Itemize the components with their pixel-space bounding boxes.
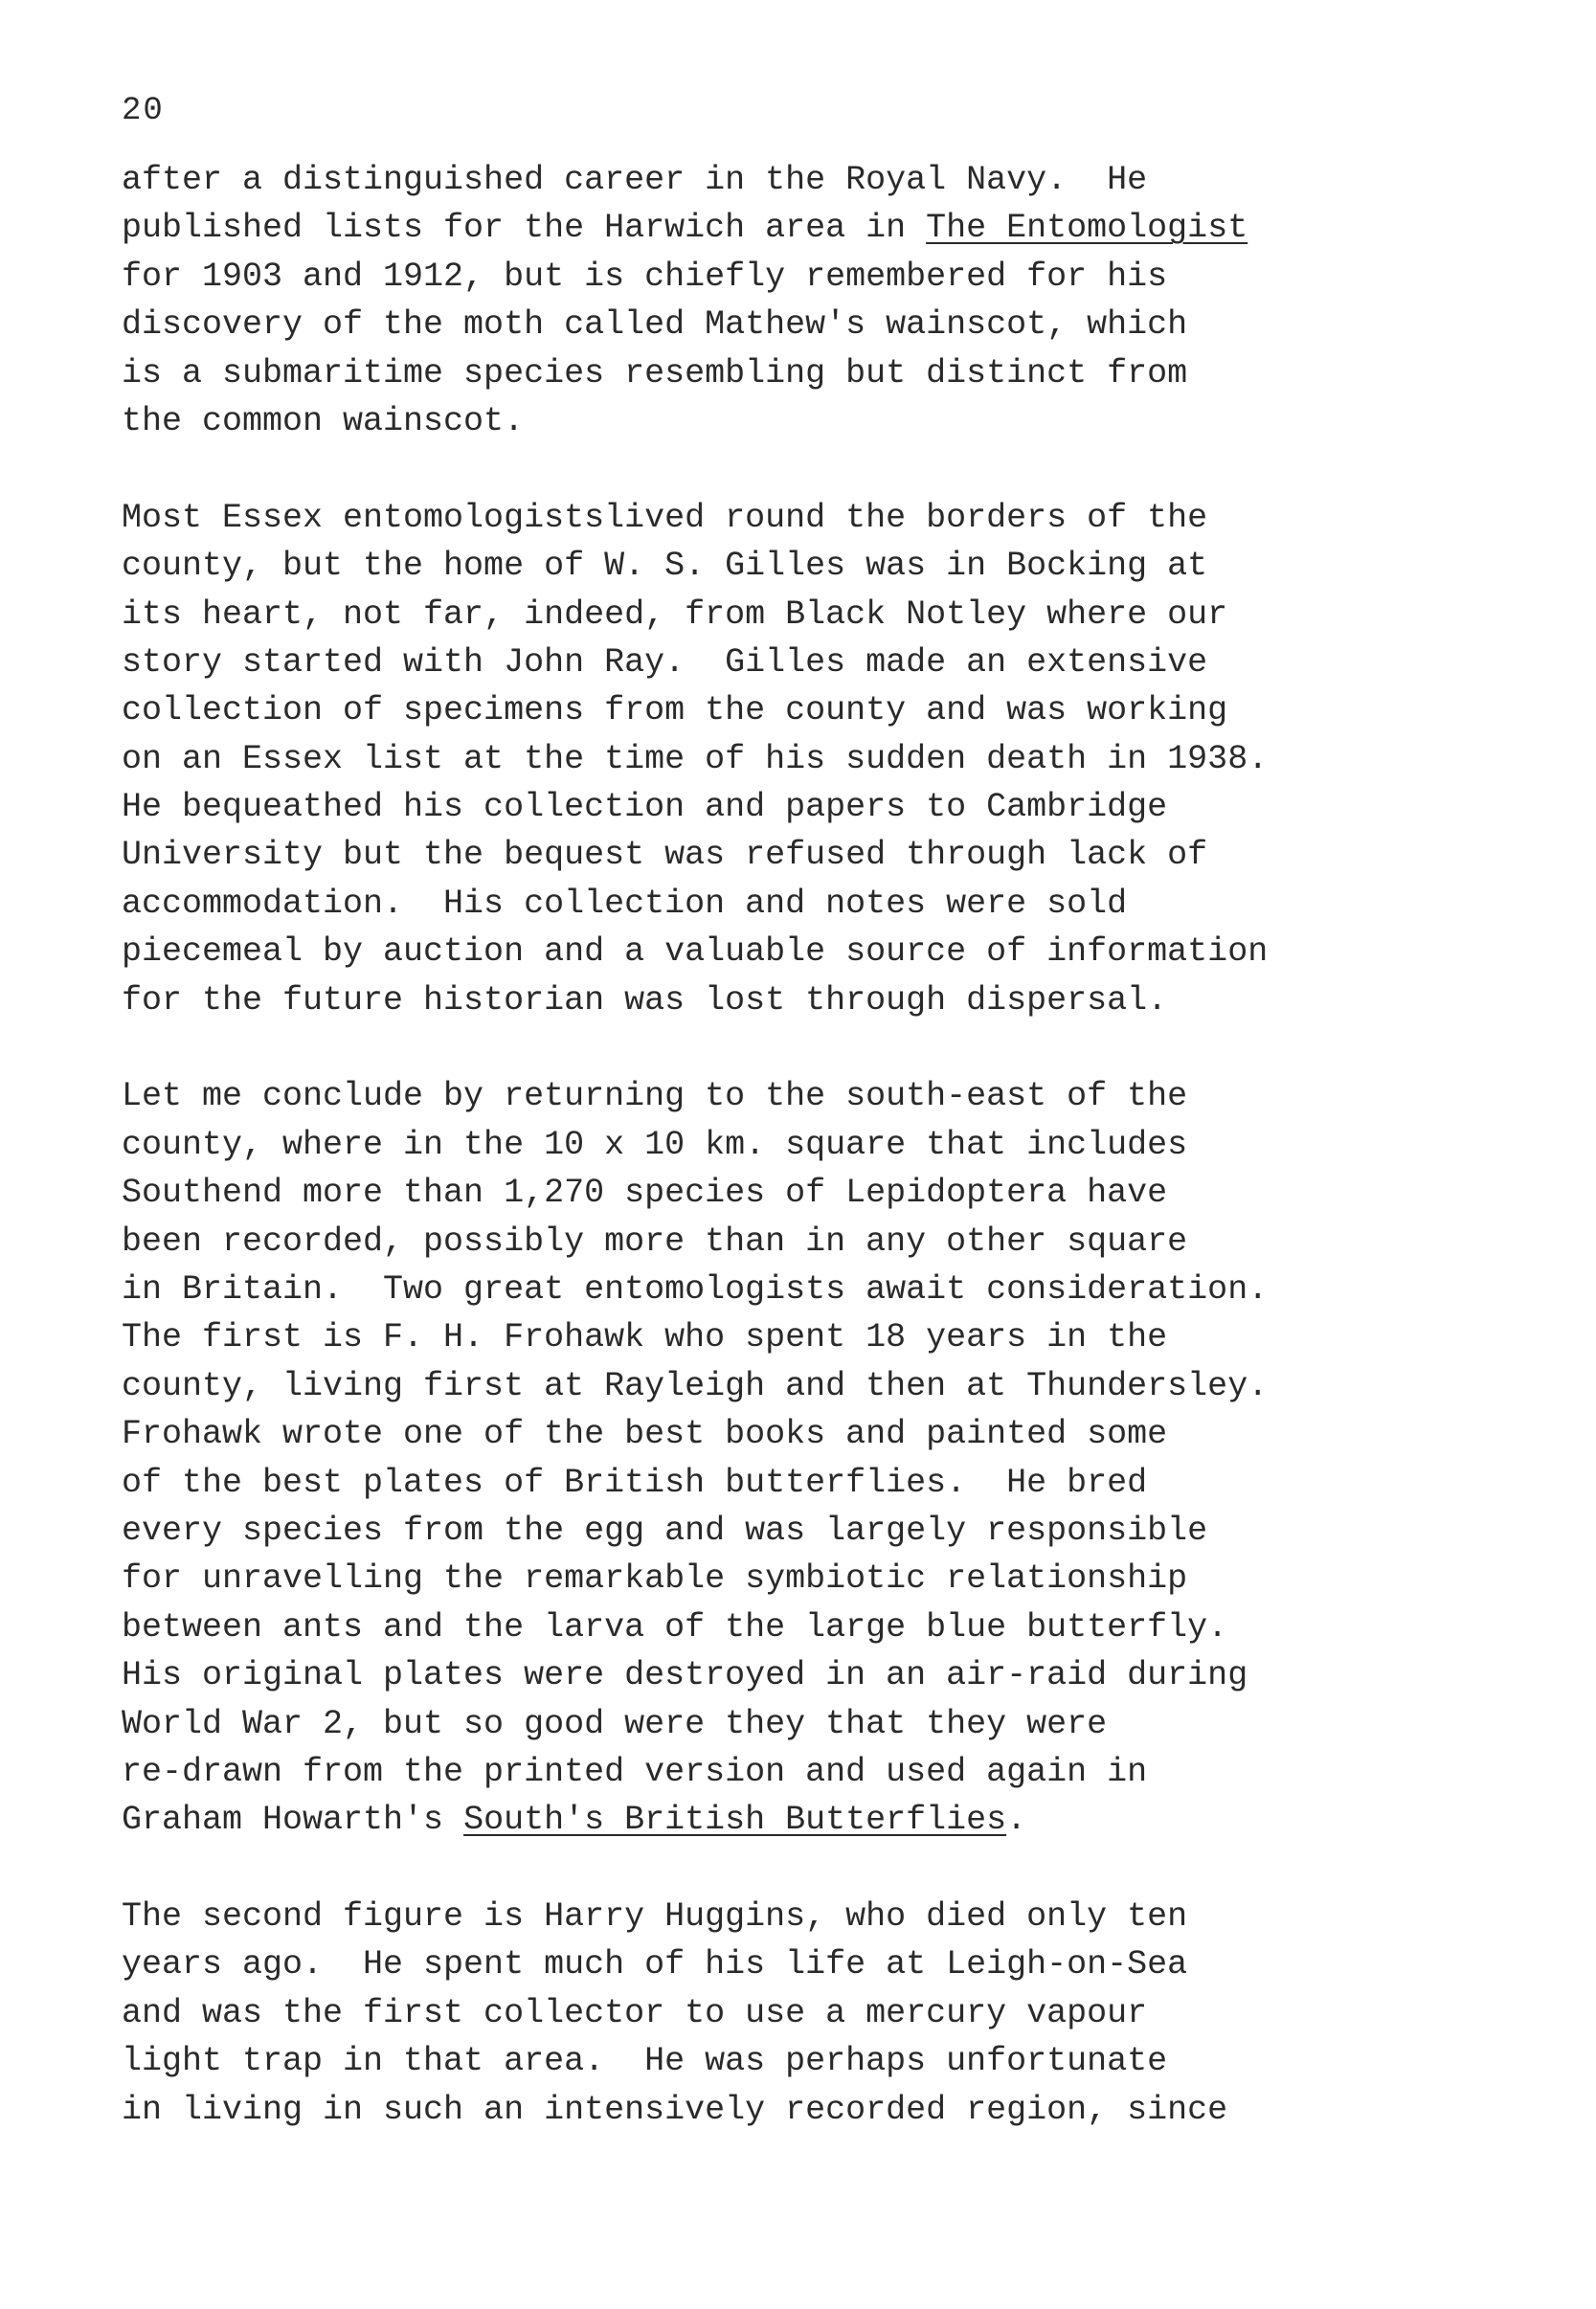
text-segment: He bequeathed his collection and papers to Cambridge bbox=[122, 788, 1168, 827]
text-segment: every species from the egg and was largely responsible bbox=[122, 1511, 1208, 1550]
text-segment: Most Essex entomologistslived round the borders of the bbox=[122, 498, 1208, 537]
text-segment: accommodation. His collection and notes were sold bbox=[122, 884, 1128, 923]
text-segment: been recorded, possibly more than in any other square bbox=[122, 1222, 1188, 1261]
underlined-title: South's British Butterflies bbox=[463, 1801, 1007, 1840]
text-segment: story started with John Ray. Gilles made an extensive bbox=[122, 642, 1208, 682]
text-segment: between ants and the larva of the large blue butterfly. bbox=[122, 1607, 1228, 1647]
text-line bbox=[122, 783, 1529, 831]
text-line bbox=[122, 1072, 1529, 1120]
text-segment: World War 2, but so good were they that they were bbox=[122, 1704, 1108, 1743]
text-segment: the common wainscot. bbox=[122, 401, 525, 440]
text-line bbox=[122, 1410, 1529, 1458]
paragraph bbox=[122, 1072, 1529, 1844]
text-segment: county, living first at Rayleigh and then at Thundersley. bbox=[122, 1366, 1269, 1405]
text-segment: piecemeal by auction and a valuable source of information bbox=[122, 932, 1269, 972]
text-line bbox=[122, 1940, 1529, 1988]
text-segment: Southend more than 1,270 species of Lepidoptera have bbox=[122, 1174, 1168, 1213]
text-line bbox=[122, 1121, 1529, 1169]
text-line bbox=[122, 2037, 1529, 2085]
text-segment: its heart, not far, indeed, from Black Notley where our bbox=[122, 594, 1228, 634]
text-segment: . bbox=[1006, 1801, 1027, 1840]
text-line bbox=[122, 1218, 1529, 1266]
text-segment: discovery of the moth called Mathew's wainscot, which bbox=[122, 305, 1188, 345]
text-line bbox=[122, 542, 1529, 590]
text-line bbox=[122, 1893, 1529, 1940]
text-segment: county, where in the 10 x 10 km. square that includes bbox=[122, 1125, 1188, 1164]
text-line bbox=[122, 1266, 1529, 1313]
text-line bbox=[122, 831, 1529, 879]
text-segment: county, but the home of W. S. Gilles was in Bocking at bbox=[122, 547, 1208, 586]
text-line bbox=[122, 1507, 1529, 1555]
text-segment: on an Essex list at the time of his sudden death in 1938. bbox=[122, 739, 1269, 778]
text-segment: in living in such an intensively recorded region, since bbox=[122, 2090, 1228, 2129]
text-line bbox=[122, 1796, 1529, 1844]
text-segment: is a submaritime species resembling but distinct from bbox=[122, 353, 1188, 392]
text-segment: re-drawn from the printed version and used again in bbox=[122, 1752, 1148, 1791]
text-segment: light trap in that area. He was perhaps unfortunate bbox=[122, 2042, 1168, 2081]
text-line bbox=[122, 1459, 1529, 1507]
text-segment: collection of specimens from the county and was working bbox=[122, 691, 1228, 730]
text-line bbox=[122, 1989, 1529, 2037]
text-line bbox=[122, 928, 1529, 975]
text-line bbox=[122, 1700, 1529, 1748]
text-line bbox=[122, 397, 1529, 445]
text-segment: of the best plates of British butterflies. He bred bbox=[122, 1463, 1148, 1502]
text-line bbox=[122, 301, 1529, 348]
text-line bbox=[122, 1748, 1529, 1796]
text-line bbox=[122, 735, 1529, 783]
text-segment: for unravelling the remarkable symbiotic relationship bbox=[122, 1559, 1188, 1599]
text-segment: The second figure is Harry Huggins, who died only ten bbox=[122, 1897, 1188, 1937]
text-segment: for 1903 and 1912, but is chiefly remembered for his bbox=[122, 257, 1168, 296]
text-line bbox=[122, 1169, 1529, 1217]
paragraph bbox=[122, 1893, 1529, 2134]
text-line bbox=[122, 204, 1529, 252]
text-line bbox=[122, 494, 1529, 542]
text-line bbox=[122, 1603, 1529, 1651]
text-segment: published lists for the Harwich area in bbox=[122, 209, 927, 248]
text-segment: His original plates were destroyed in an air-raid during bbox=[122, 1656, 1248, 1695]
text-line bbox=[122, 253, 1529, 301]
text-segment: University but the bequest was refused through lack of bbox=[122, 836, 1208, 875]
text-line bbox=[122, 976, 1529, 1024]
text-line bbox=[122, 1313, 1529, 1361]
text-segment: The first is F. H. Frohawk who spent 18 years in the bbox=[122, 1318, 1168, 1357]
text-segment: and was the first collector to use a mercury vapour bbox=[122, 1993, 1148, 2032]
text-segment: for the future historian was lost through dispersal. bbox=[122, 980, 1168, 1020]
text-line bbox=[122, 880, 1529, 928]
text-line bbox=[122, 156, 1529, 204]
paragraph bbox=[122, 156, 1529, 445]
page-number: 20 bbox=[122, 93, 165, 129]
text-line bbox=[122, 349, 1529, 397]
text-line bbox=[122, 639, 1529, 686]
paragraph bbox=[122, 494, 1529, 1024]
text-segment: Let me conclude by returning to the south-east of the bbox=[122, 1077, 1188, 1116]
text-segment: after a distinguished career in the Royal Navy. He bbox=[122, 161, 1148, 199]
text-segment: years ago. He spent much of his life at Leigh-on-Sea bbox=[122, 1945, 1188, 1984]
text-line bbox=[122, 1362, 1529, 1410]
text-line bbox=[122, 1651, 1529, 1699]
text-segment: in Britain. Two great entomologists await consideration. bbox=[122, 1269, 1269, 1309]
body-text bbox=[122, 156, 1529, 2182]
text-segment: Graham Howarth's bbox=[122, 1801, 464, 1840]
underlined-title: The Entomologist bbox=[926, 209, 1248, 248]
text-line bbox=[122, 1555, 1529, 1603]
text-line bbox=[122, 686, 1529, 734]
text-line bbox=[122, 2086, 1529, 2134]
text-segment: Frohawk wrote one of the best books and painted some bbox=[122, 1415, 1168, 1454]
text-line bbox=[122, 591, 1529, 639]
